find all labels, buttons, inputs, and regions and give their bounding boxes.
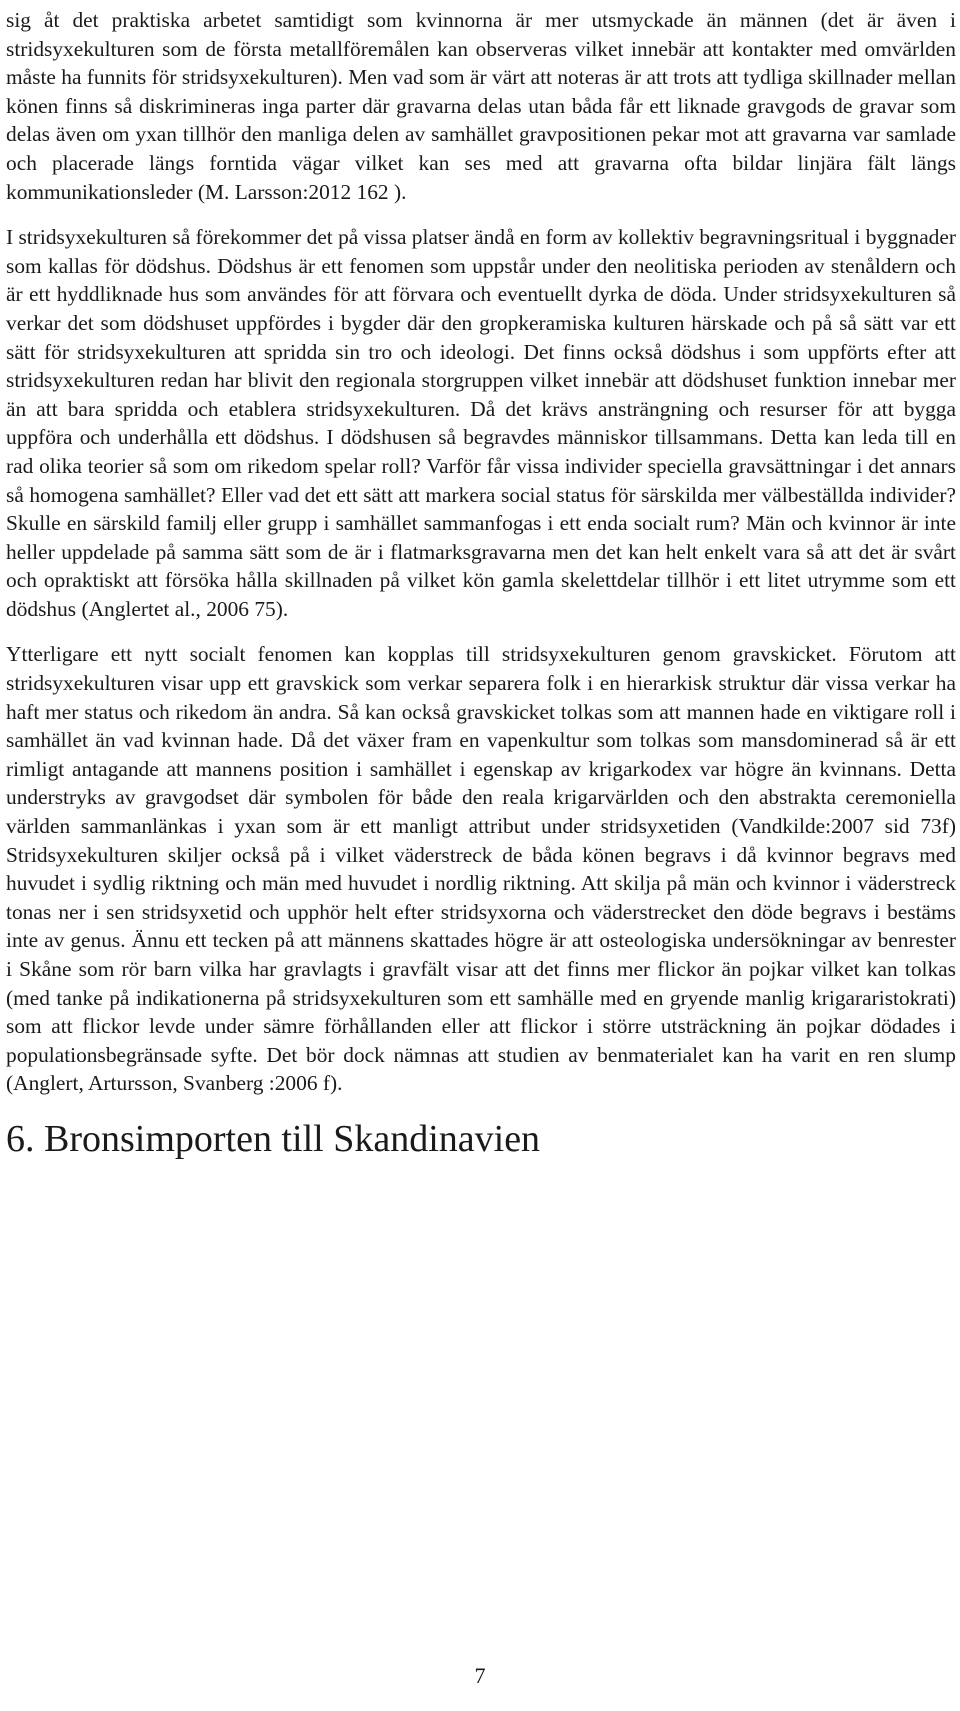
section-heading: 6. Bronsimporten till Skandinavien [6,1117,541,1160]
document-body [6,6,956,1162]
body-paragraph-3: Ytterligare ett nytt socialt fenomen kan kopplas till stridsyxekulturen genom gravskicket. Förutom att stridsyxekulturen visar upp ett gravskick som verkar separera folk i en hierarkisk struktur där vissa verkar ha haft mer status och rikedom än andra. Så kan också gravskicket tolkas som att mannen hade en viktigare roll i samhället än vad kvinnan hade. Då det växer fram en vapenkultur som tolkas som mansdominerad så är ett rimligt antagande att mannens position i samhället i egenskap av krigarkodex var högre än kvinnans. Detta understryks av gravgodset där symbolen för både den reala krigarvärlden och den abstrakta ceremoniella världen sammanlänkas i yxan som är ett manligt attribut under stridsyxetiden (Vandkilde:2007 sid 73f) Stridsyxekulturen skiljer också på i vilket väderstreck de båda könen begravs i då kvinnor begravs med huvudet i sydlig riktning och män med huvudet i nordlig riktning. Att skilja på män och kvinnor i väderstreck tonas ner i sen stridsyxetid och upphör helt efter stridsyxorna och väderstrecket den döde begravs i bestäms inte av genus. Ännu ett tecken på att männens skattades högre är att osteologiska undersökningar av benrester i Skåne som rör barn vilka har gravlagts i gravfält visar att det finns mer flickor än pojkar vilket kan tolkas (med tanke på indikationerna på stridsyxekulturen som ett samhälle med en gryende manlig krigararistokrati) som att flickor levde under sämre förhållanden eller att flickor i större utsträckning än pojkar dödades i populationsbegränsade syfte. Det bör dock nämnas att studien av benmaterialet kan ha varit en ren slump (Anglert, Artursson, Svanberg :2006 f). [6,642,956,1096]
body-paragraph-1: sig åt det praktiska arbetet samtidigt som kvinnorna är mer utsmyckade än männen (det är även i stridsyxekulturen som de första metallföremålen kan observeras vilket innebär att kontakter med omvärlden måste ha funnits för stridsyxekulturen). Men vad som är värt att noteras är att trots att tydliga skillnader mellan könen finns så diskrimineras inga parter där gravarna delas utan båda får ett liknade gravgods de gravar som delas även om yxan tillhör den manliga delen av samhället gravpositionen pekar mot att gravarna var samlade och placerade längs forntida vägar vilket kan ses med att gravarna ofta bildar linjära fält längs kommunikationsleder (M. Larsson:2012 162 ). [6,8,956,204]
page-number: 7 [474,1663,486,1688]
body-paragraph-2: I stridsyxekulturen så förekommer det på vissa platser ändå en form av kollektiv begravningsritual i byggnader som kallas för dödshus. Dödshus är ett fenomen som uppstår under den neolitiska perioden av stenåldern och är ett hyddliknade hus som användes för att förvara och eventuellt dyrka de döda. Under stridsyxekulturen så verkar det som dödshuset uppfördes i bygder där den gropkeramiska kulturen härskade och på så sätt var ett sätt för stridsyxekulturen att spridda sin tro och ideologi. Det finns också dödshus i som uppförts efter att stridsyxekulturen redan har blivit den regionala storgruppen vilket innebär att dödshuset funktion innebar mer än att bara spridda och etablera stridsyxekulturen. Då det krävs ansträngning och resurser för att bygga uppföra och underhålla ett dödshus. I dödshusen så begravdes människor tillsammans. Detta kan leda till en rad olika teorier så som om rikedom spelar roll? Varför får vissa individer speciella gravsättningar i det annars så homogena samhället? Eller vad det ett sätt att markera social status för särskilda mer välbeställda individer? Skulle en särskild familj eller grupp i samhället sammanfogas i ett enda socialt rum? Män och kvinnor är inte heller uppdelade på samma sätt som de är i flatmarksgravarna men det kan helt enkelt vara så att det är svårt och opraktiskt att försöka hålla skillnaden på vilket kön gamla skelettdelar tillhör i ett litet utrymme som ett dödshus (Anglertet al., 2006 75). [6,225,956,621]
